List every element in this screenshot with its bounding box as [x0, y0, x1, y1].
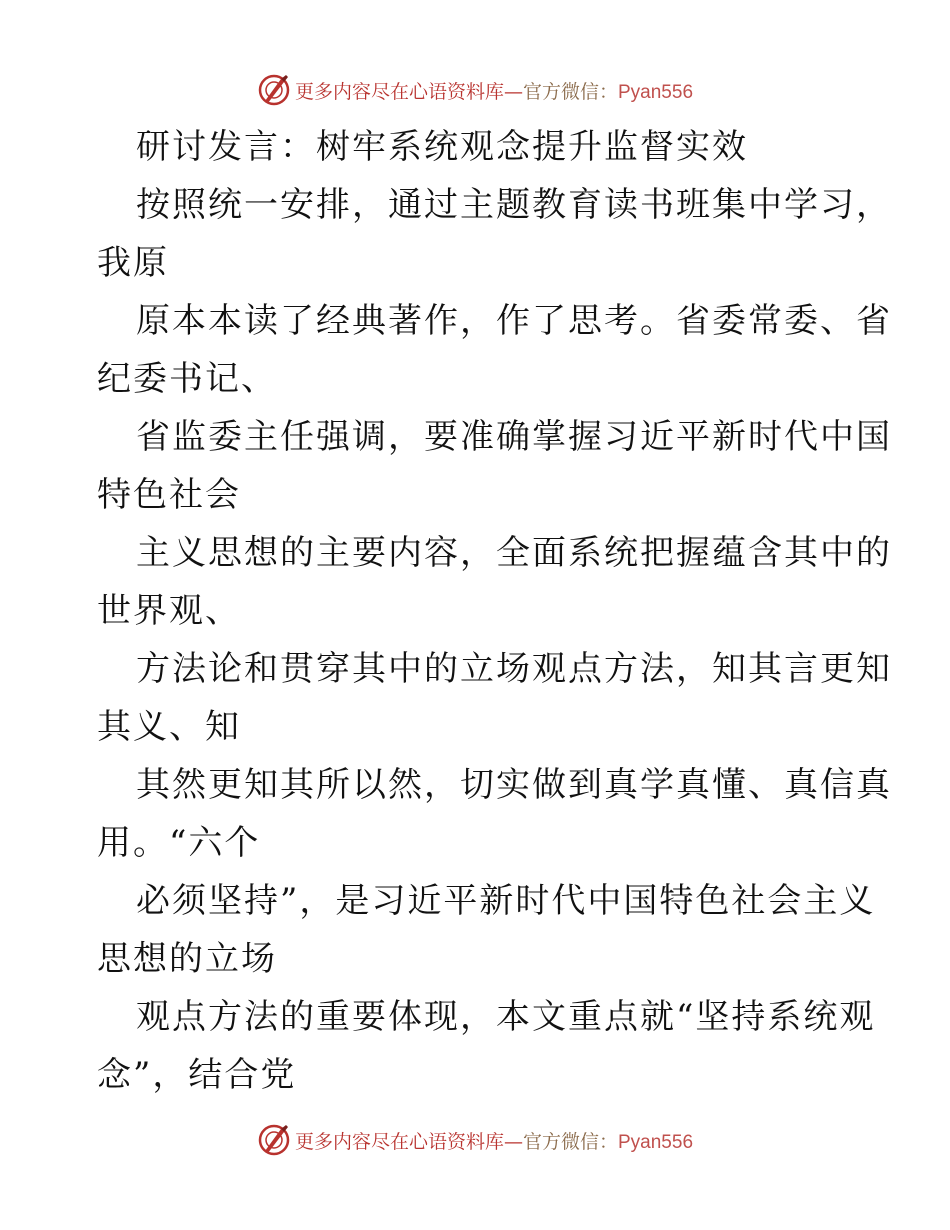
banner-separator: —	[503, 1130, 523, 1153]
text-line: 原本本读了经典著作，作了思考。省委常委、省	[136, 301, 892, 341]
banner-brand-text: 更多内容尽在心语资料库	[294, 80, 504, 103]
banner-wechat-id: Pyan556	[618, 81, 694, 103]
text-line: 思想的立场	[97, 939, 277, 979]
text-line: 纪委书记、	[97, 359, 277, 399]
text-line: 必须坚持”，是习近平新时代中国特色社会主义	[136, 881, 876, 921]
text-line: 省监委主任强调，要准确掌握习近平新时代中国	[136, 417, 892, 457]
footer-watermark-banner	[0, 1120, 950, 1160]
text-line: 我原	[97, 243, 169, 283]
text-line: 方法论和贯穿其中的立场观点方法，知其言更知	[136, 649, 892, 689]
document-title: 研讨发言：树牢系统观念提升监督实效	[136, 127, 748, 167]
header-watermark-banner	[0, 70, 950, 110]
banner-separator: —	[503, 80, 523, 103]
text-line: 观点方法的重要体现，本文重点就“坚持系统观	[136, 997, 876, 1037]
banner-wechat-label: 官方微信：	[522, 1130, 618, 1153]
text-line: 主义思想的主要内容，全面系统把握蕴含其中的	[136, 533, 892, 573]
text-line: 其然更知其所以然，切实做到真学真懂、真信真	[136, 765, 892, 805]
banner-wechat-label: 官方微信：	[522, 80, 618, 103]
banner-brand-text: 更多内容尽在心语资料库	[294, 1130, 504, 1153]
pen-logo-icon	[257, 73, 291, 107]
text-line: 世界观、	[97, 591, 241, 631]
banner-wechat-id: Pyan556	[618, 1131, 694, 1153]
text-line: 用。“六个	[97, 823, 261, 863]
text-line: 按照统一安排，通过主题教育读书班集中学习，	[136, 185, 892, 225]
text-line: 特色社会	[97, 475, 241, 515]
pen-logo-icon	[257, 1123, 291, 1157]
text-line: 念”，结合党	[97, 1055, 297, 1095]
text-line: 其义、知	[97, 707, 241, 747]
document-body	[97, 118, 892, 1104]
